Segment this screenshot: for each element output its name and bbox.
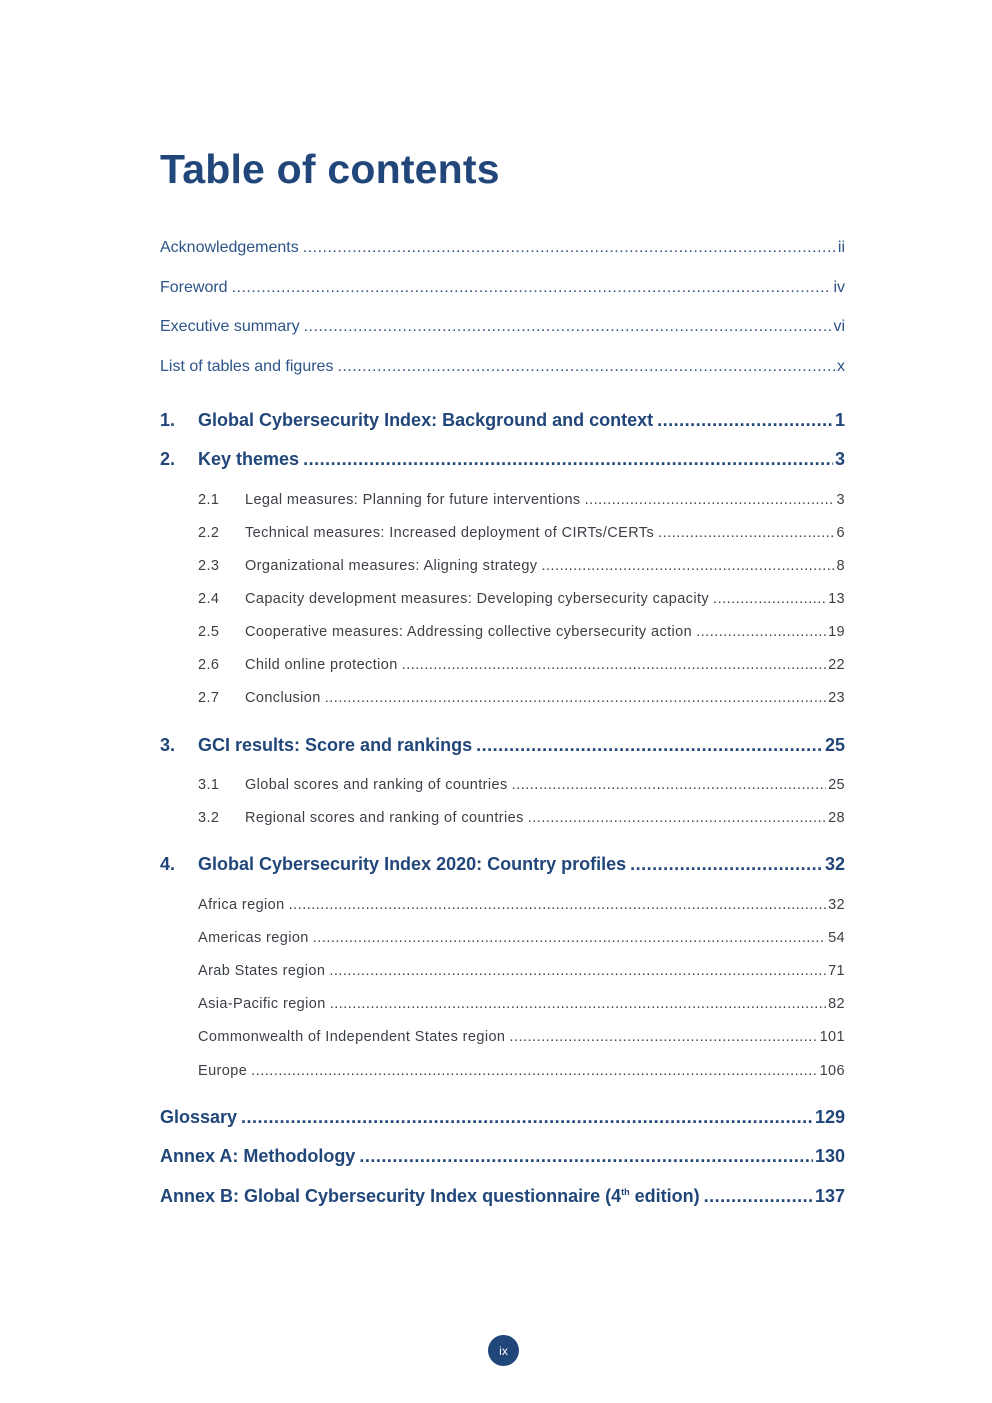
region-label: Americas region: [198, 930, 309, 946]
toc-section-3-2[interactable]: [198, 810, 845, 826]
dot-leader: [509, 1029, 817, 1045]
section-label: Technical measures: Increased deployment of CIRTs/CERTs: [245, 525, 655, 541]
annex-a-page: 130: [814, 1146, 845, 1166]
chapter-page: 32: [824, 854, 845, 874]
section-number: 2.7: [198, 690, 220, 706]
dot-leader: [330, 996, 826, 1012]
region-label: Europe: [198, 1063, 248, 1079]
dot-leader: [541, 558, 834, 574]
region-label: Asia-Pacific region: [198, 996, 326, 1012]
chapter-page: 1: [834, 410, 845, 430]
chapter-number: 4.: [160, 854, 176, 874]
section-label: Global scores and ranking of countries: [245, 777, 508, 793]
chapter-page: 25: [824, 735, 845, 755]
section-number: 2.2: [198, 525, 220, 541]
dot-leader: [241, 1107, 813, 1128]
toc-entry-label: Foreword: [160, 279, 228, 296]
section-page: 6: [836, 525, 845, 541]
toc-section-2-2[interactable]: [198, 525, 845, 541]
annex-b-page: 137: [814, 1186, 845, 1206]
dot-leader: [528, 810, 826, 826]
section-label: Regional scores and ranking of countries: [245, 810, 524, 826]
dot-leader: [713, 591, 826, 607]
section-label: Organizational measures: Aligning strategy: [245, 558, 538, 574]
chapter-number: 2.: [160, 449, 176, 469]
toc-entry-acknowledgements[interactable]: [160, 239, 845, 257]
section-page: 22: [828, 657, 845, 673]
toc-region-americas[interactable]: [198, 930, 845, 946]
region-page: 54: [828, 930, 845, 946]
dot-leader: [313, 930, 826, 946]
toc-region-europe[interactable]: [198, 1063, 845, 1079]
toc-section-2-7[interactable]: [198, 690, 845, 706]
chapter-label: GCI results: Score and rankings: [198, 735, 473, 755]
chapter-label: Global Cybersecurity Index: Background and context: [198, 410, 654, 430]
page-title: Table of contents: [160, 146, 500, 192]
region-label: Africa region: [198, 897, 285, 913]
toc-annex-b[interactable]: [160, 1186, 845, 1207]
region-page: 82: [828, 996, 845, 1012]
section-label: Conclusion: [245, 690, 321, 706]
dot-leader: [303, 449, 833, 470]
toc-entry-page: x: [837, 358, 845, 375]
dot-leader: [704, 1186, 813, 1207]
toc-section-2-5[interactable]: [198, 624, 845, 640]
section-page: 19: [828, 624, 845, 640]
dot-leader: [585, 492, 835, 508]
section-label: Legal measures: Planning for future interventions: [245, 492, 581, 508]
toc-region-africa[interactable]: [198, 897, 845, 913]
dot-leader: [630, 854, 823, 875]
chapter-number: 1.: [160, 410, 176, 430]
section-page: 3: [836, 492, 845, 508]
section-number: 2.4: [198, 591, 220, 607]
section-page: 8: [836, 558, 845, 574]
annex-b-label-pre: Annex B: Global Cybersecurity Index questionnaire (4: [160, 1186, 622, 1206]
toc-entry-executive-summary[interactable]: [160, 318, 845, 336]
dot-leader: [303, 239, 836, 257]
toc-annex-a[interactable]: [160, 1146, 845, 1167]
region-label: Arab States region: [198, 963, 326, 979]
section-page: 28: [828, 810, 845, 826]
dot-leader: [251, 1063, 817, 1079]
toc-chapter-2[interactable]: [160, 449, 845, 470]
section-number: 3.2: [198, 810, 220, 826]
toc-section-2-4[interactable]: [198, 591, 845, 607]
section-page: 25: [828, 777, 845, 793]
toc-region-arab-states[interactable]: [198, 963, 845, 979]
region-page: 106: [819, 1063, 845, 1079]
dot-leader: [512, 777, 826, 793]
dot-leader: [329, 963, 826, 979]
toc-section-2-3[interactable]: [198, 558, 845, 574]
chapter-number: 3.: [160, 735, 176, 755]
section-number: 2.6: [198, 657, 220, 673]
section-page: 23: [828, 690, 845, 706]
toc-entry-foreword[interactable]: [160, 279, 845, 297]
annex-b-label: [160, 1186, 700, 1207]
dot-leader: [657, 410, 833, 431]
section-label: Child online protection: [245, 657, 398, 673]
toc-section-2-6[interactable]: [198, 657, 845, 673]
toc-section-2-1[interactable]: [198, 492, 845, 508]
page-number-badge: [488, 1335, 519, 1366]
toc-chapter-4[interactable]: [160, 854, 845, 875]
toc-entry-page: iv: [833, 279, 845, 296]
glossary-page: 129: [814, 1107, 845, 1127]
dot-leader: [232, 279, 832, 297]
annex-a-label: Annex A: Methodology: [160, 1146, 356, 1166]
dot-leader: [476, 735, 823, 756]
toc-entry-label: List of tables and figures: [160, 358, 334, 375]
dot-leader: [696, 624, 826, 640]
toc-entry-list-of-tables[interactable]: [160, 358, 845, 376]
toc-chapter-1[interactable]: [160, 410, 845, 431]
toc-chapter-3[interactable]: [160, 735, 845, 756]
chapter-page: 3: [834, 449, 845, 469]
annex-b-label-post: edition): [629, 1186, 700, 1206]
toc-glossary[interactable]: [160, 1107, 845, 1128]
toc-entry-label: Executive summary: [160, 318, 300, 335]
region-page: 32: [828, 897, 845, 913]
section-label: Cooperative measures: Addressing collective cybersecurity action: [245, 624, 693, 640]
chapter-label: Key themes: [198, 449, 300, 469]
toc-region-cis[interactable]: [198, 1029, 845, 1045]
dot-leader: [359, 1146, 813, 1167]
region-page: 71: [828, 963, 845, 979]
section-number: 2.5: [198, 624, 220, 640]
dot-leader: [337, 358, 835, 376]
toc-region-asia-pacific[interactable]: [198, 996, 845, 1012]
glossary-label: Glossary: [160, 1107, 238, 1127]
dot-leader: [289, 897, 826, 913]
section-number: 3.1: [198, 777, 220, 793]
region-label: Commonwealth of Independent States region: [198, 1029, 506, 1045]
dot-leader: [304, 318, 832, 336]
toc-entry-label: Acknowledgements: [160, 239, 299, 256]
section-label: Capacity development measures: Developing cybersecurity capacity: [245, 591, 710, 607]
annex-b-label-sup: th: [621, 1187, 630, 1197]
section-number: 2.3: [198, 558, 220, 574]
section-page: 13: [828, 591, 845, 607]
page-number: ix: [499, 1343, 508, 1358]
region-page: 101: [819, 1029, 845, 1045]
chapter-label: Global Cybersecurity Index 2020: Country profiles: [198, 854, 627, 874]
toc-section-3-1[interactable]: [198, 777, 845, 793]
toc-entry-page: ii: [837, 239, 845, 256]
dot-leader: [658, 525, 834, 541]
section-number: 2.1: [198, 492, 220, 508]
dot-leader: [325, 690, 826, 706]
dot-leader: [402, 657, 826, 673]
toc-entry-page: vi: [833, 318, 845, 335]
